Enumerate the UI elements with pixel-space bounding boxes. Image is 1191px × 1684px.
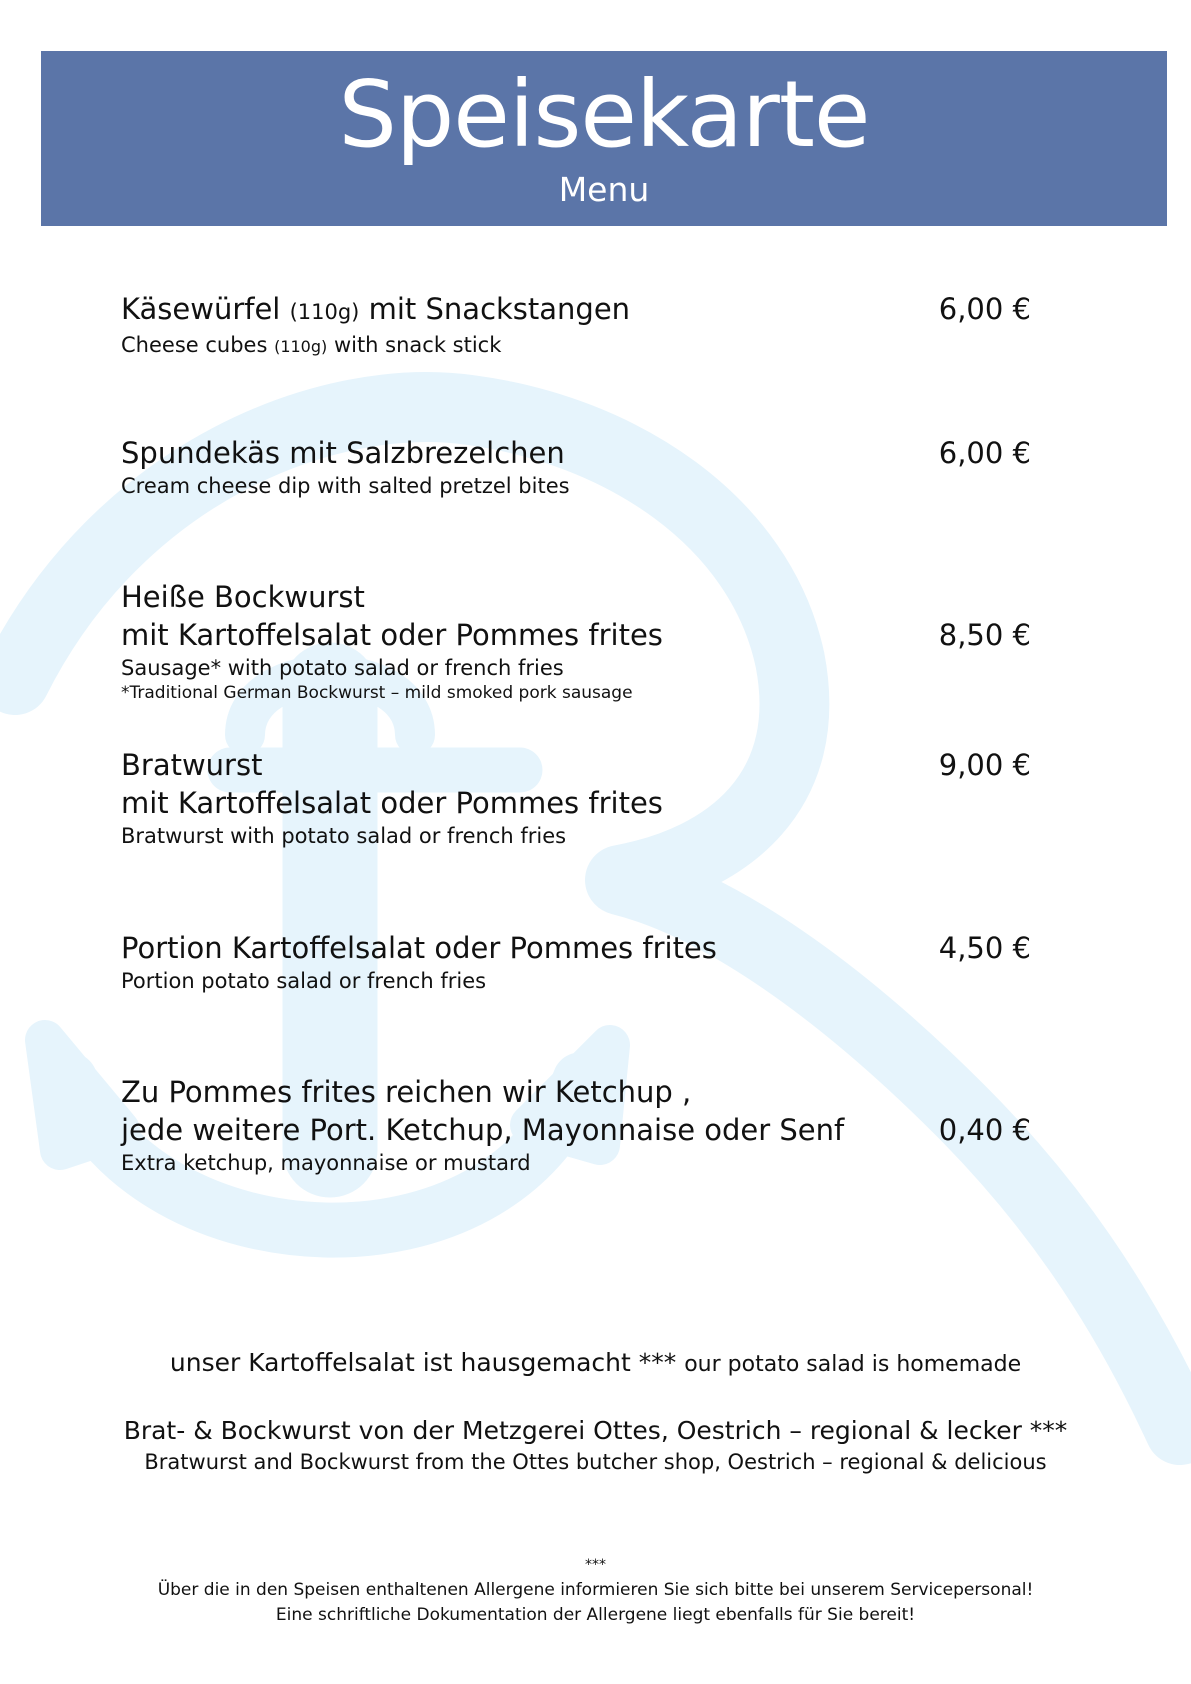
menu-item-title-de-line2: jede weitere Port. Ketchup, Mayonnaise oder Senf [121, 1113, 845, 1147]
butcher-note-de: Brat- & Bockwurst von der Metzgerei Ottes, Oestrich – regional & lecker *** [123, 1416, 1068, 1445]
menu-item-title-en: Cream cheese dip with salted pretzel bites [121, 474, 570, 498]
menu-item-title-de: Bratwurst [121, 748, 263, 782]
butcher-note [0, 1414, 1191, 1476]
homemade-note-en: our potato salad is homemade [684, 1352, 1022, 1377]
menu-item-subtitle-text: Cheese cubes [121, 333, 275, 357]
menu-item-title-en: Sausage* with potato salad or french fries [121, 656, 564, 680]
butcher-note-en: Bratwurst and Bockwurst from the Ottes butcher shop, Oestrich – regional & delicious [144, 1450, 1047, 1474]
allergen-line-1: Über die in den Speisen enthaltenen Allergene informieren Sie sich bitte bei unserem Servicepersonal! [157, 1580, 1034, 1600]
menu-item-title-de-line2: mit Kartoffelsalat oder Pommes frites [121, 618, 663, 652]
menu-item-title-text: mit Snackstangen [359, 292, 631, 326]
menu-item-title-de: Portion Kartoffelsalat oder Pommes frites [121, 931, 717, 965]
menu-item-title-de: Spundekäs mit Salzbrezelchen [121, 436, 565, 470]
menu-item-price: 6,00 € [938, 436, 1031, 470]
menu-item-price: 4,50 € [938, 931, 1031, 965]
menu-item-portion-sides [121, 929, 1061, 995]
menu-item-price: 9,00 € [938, 748, 1031, 782]
allergen-line-2: Eine schriftliche Dokumentation der Allergene liegt ebenfalls für Sie bereit! [275, 1605, 916, 1625]
menu-item-title-de-line2: mit Kartoffelsalat oder Pommes frites [121, 786, 663, 820]
menu-item-footnote: *Traditional German Bockwurst – mild smoked pork sausage [121, 683, 633, 703]
menu-item-title-de [121, 290, 1061, 331]
menu-item-price: 8,50 € [938, 618, 1031, 652]
menu-item-price: 0,40 € [938, 1113, 1031, 1147]
menu-item-condiments [121, 1073, 1061, 1177]
menu-item-title-en: Extra ketchup, mayonnaise or mustard [121, 1151, 531, 1175]
menu-item-title-de: Heiße Bockwurst [121, 580, 365, 614]
allergen-separator: *** [585, 1557, 606, 1573]
menu-item-bockwurst [121, 578, 1061, 704]
homemade-note-de: unser Kartoffelsalat ist hausgemacht *** [169, 1348, 685, 1377]
page-title: Speisekarte [338, 61, 870, 168]
menu-item-weight: (110g) [274, 337, 328, 356]
menu-item-weight: (110g) [289, 300, 360, 324]
allergen-notice [0, 1553, 1191, 1628]
menu-item-title-de: Zu Pommes frites reichen wir Ketchup , [121, 1075, 692, 1109]
page-subtitle: Menu [558, 170, 650, 209]
menu-item-cheese-cubes [121, 290, 1061, 361]
menu-item-title-en [121, 331, 1061, 361]
menu-item-spundekaes [121, 434, 1061, 500]
menu-item-subtitle-text: with snack stick [327, 333, 502, 357]
menu-item-title-en: Portion potato salad or french fries [121, 969, 487, 993]
menu-item-title-text: Käsewürfel [121, 292, 290, 326]
menu-item-price: 6,00 € [938, 292, 1031, 326]
menu-item-bratwurst [121, 746, 1061, 850]
menu-header-banner [41, 51, 1167, 226]
homemade-note [0, 1348, 1191, 1377]
menu-item-title-en: Bratwurst with potato salad or french fries [121, 824, 567, 848]
